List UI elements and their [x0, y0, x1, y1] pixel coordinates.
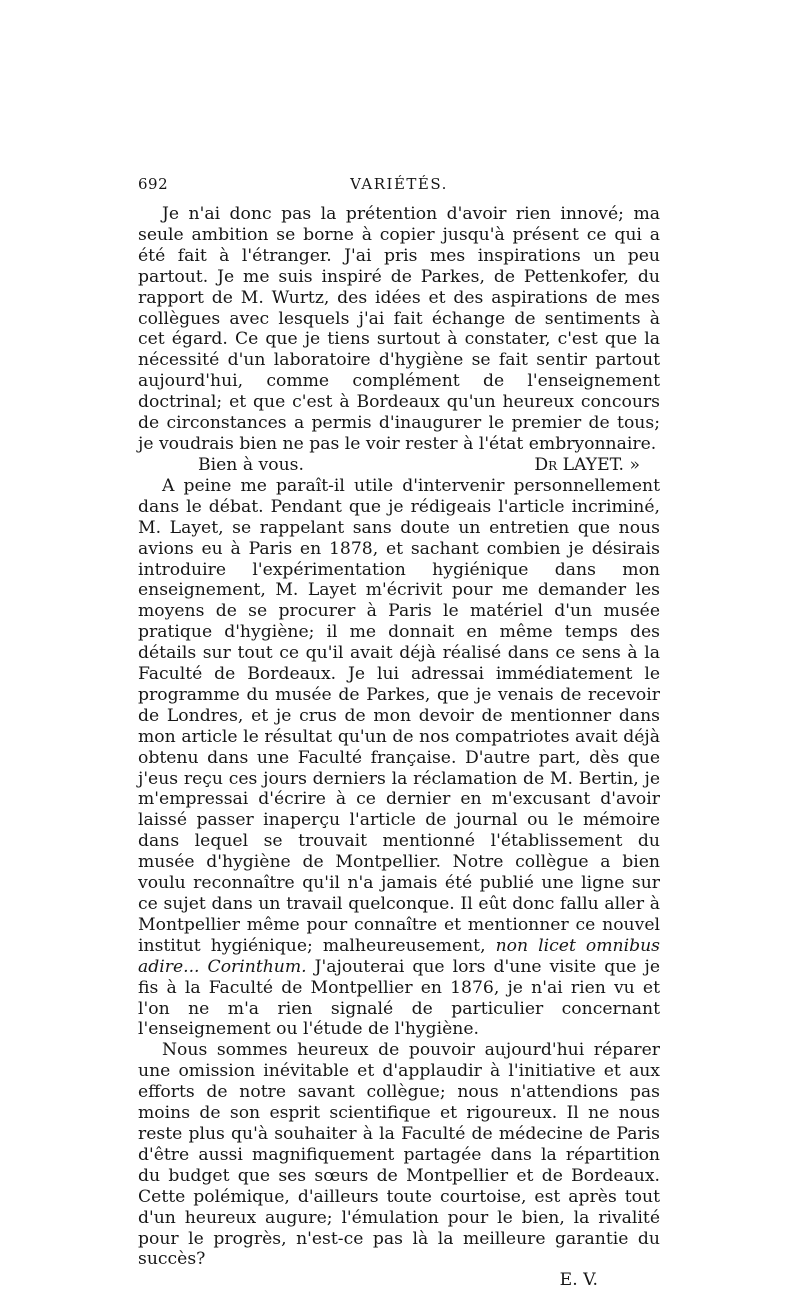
body-paragraph-2: Nous sommes heureux de pouvoir aujourd'hui réparer une omission inévitable et d'applaudir à l'initiative et aux efforts de notre savant collègue; nous n'attendions pas moins de son esprit scientifique et rigoureux. Il ne nous reste plus qu'à souhaiter à la Faculté de médecine de Paris d'être aussi magnifiquement partagée dans la répartition du budget que ses sœurs de Montpellier et de Bordeaux. Cette polémique, d'ailleurs toute courtoise, est après tout d'un heureux augure; l'émulation pour le bien, la rivalité pour le progrès, n'est-ce pas là la meilleure garantie du succès? — [138, 1040, 660, 1270]
page-number: 692 — [138, 175, 169, 193]
letter-signoff — [138, 455, 660, 476]
letter-paragraph: Je n'ai donc pas la prétention d'avoir rien innové; ma seule ambition se borne à copier jusqu'à présent ce qui a été fait à l'étranger. J'ai pris mes inspirations un peu partout. Je me suis inspiré de Parkes, de Pettenkofer, du rapport de M. Wurtz, des idées et des aspirations de mes collègues avec lesquels j'ai fait échange de sentiments à cet égard. Ce que je tiens surtout à constater, c'est que la nécessité d'un laboratoire d'hygiène se fait sentir partout aujourd'hui, comme complément de l'enseignement doctrinal; et que c'est à Bordeaux qu'un heureux concours de circonstances a permis d'inaugurer le premier de tous; je voudrais bien ne pas le voir rester à l'état embryonnaire. — [138, 204, 660, 454]
letter-closing: Bien à vous. — [198, 454, 304, 475]
body-paragraph-1-text: A peine me paraît-il utile d'intervenir personnellement dans le débat. Pendant que je rédigeais l'article incriminé, M. Layet, se rappelant sans doute un entretien que nous avions eu à Paris en 1878, et sachant combien je désirais introduire l'expérimentation hygiénique dans mon enseignement, M. Layet m'écrivit pour me demander les moyens de se procurer à Paris le matériel d'un musée pratique d'hygiène; il me donnait en même temps des détails sur tout ce qu'il avait déjà réalisé dans ce sens à la Faculté de Bordeaux. Je lui adressai immédiatement le programme du musée de Parkes, que je venais de recevoir de Londres, et je crus de mon devoir de mentionner dans mon article le résultat qu'un de nos compatriotes avait déjà obtenu dans une Faculté française. D'autre part, dès que j'eus reçu ces jours derniers la réclamation de M. Bertin, je m'empressai d'écrire à ce dernier en m'excusant d'avoir laissé passer inaperçu l'article de journal ou le mémoire dans lequel se trouvait mentionné l'établissement du musée d'hygiène de Montpellier. Notre collègue a bien voulu reconnaître qu'il n'a jamais été publié une ligne sur ce sujet dans un travail quelconque. Il eût donc fallu aller à Montpellier même pour connaître et mentionner ce nouvel institut hygiénique; malheureusement, — [138, 475, 660, 956]
running-title: VARIÉTÉS. — [350, 175, 448, 193]
body-paragraph-1-end: J'ajouterai que lors d'une visite que je fis à la Faculté de Montpellier en 1876, je n'ai rien vu et l'on ne m'a rien signalé de particulier concernant l'enseignement ou l'étude de l'hygiène. — [138, 956, 660, 1040]
author-initials: E. V. — [559, 1270, 598, 1291]
body-paragraph-1 — [138, 476, 660, 1040]
letter-signature: Dr LAYET. » — [534, 454, 640, 475]
article-text — [138, 204, 660, 1291]
latin-quote: non licet omnibus adire... Corinthum. — [138, 935, 661, 977]
page-header — [138, 175, 660, 199]
